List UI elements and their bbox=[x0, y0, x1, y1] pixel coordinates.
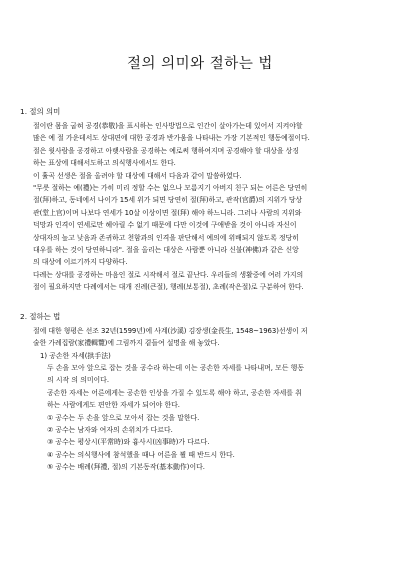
body-line: 이 휼곡 선생은 절을 올려야 할 대상에 대해서 다음과 같이 말씀하였다. bbox=[33, 171, 242, 180]
body-line: 절에 대한 형평은 선조 32년(1599년)에 사계(沙溪) 김장생(金長生, 1548~1963)선생이 저 bbox=[33, 326, 308, 335]
list-item: ① 공수는 두 손을 앞으로 모아서 잡는 것을 말한다. bbox=[47, 413, 200, 422]
section-body bbox=[20, 120, 380, 294]
body-line: 덕망과 인격이 연세로만 헤아릴 수 없기 때문에 다만 이것에 구애받을 것이 아니라 자신이 bbox=[33, 221, 297, 230]
section-heading: 1. 절의 의미 bbox=[20, 107, 61, 116]
body-line: 하는 표상에 대해서도하고 의식행사에서도 한다. bbox=[33, 159, 176, 168]
body-line: "무릇 절하는 예(禮)는 가히 미리 정할 수는 없으나 모름지기 아버지 친구 되는 어른은 당연히 bbox=[33, 184, 308, 193]
body-line: 절이 필요하지만 다례에서는 대개 진례(큰절), 행례(보통절), 초례(작은절)로 구분하여 한다. bbox=[33, 283, 304, 292]
body-line: 관(堂上官)이며 나보다 연세가 10살 이상이면 절(拜) 해야 하느니라. 그러나 사람의 지위와 bbox=[33, 208, 302, 217]
subsection-heading: 1) 공손한 자세(拱手法) bbox=[40, 351, 111, 360]
section-intro bbox=[20, 325, 380, 350]
body-line: 의 시작 의 의미이다. bbox=[47, 376, 110, 385]
body-line: 절이란 몸을 굽혀 공경(恭敬)을 표시하는 인사방법으로 인간이 살아가는데 있어서 지켜야할 bbox=[33, 122, 303, 130]
list-item: ⑤ 공수는 배례(拜禮, 절)의 기본동작(基本動作)이다. bbox=[47, 463, 205, 472]
body-line: 의 대상에 이르기까지 다양하다. bbox=[33, 258, 128, 267]
subsection-body bbox=[20, 362, 380, 412]
section-how-to-bow bbox=[20, 311, 380, 474]
numbered-list bbox=[20, 412, 380, 474]
page-title: 절의 의미와 절하는 법 bbox=[127, 56, 273, 72]
body-line: 하는 사람에게도 편안한 자세가 되어야 한다. bbox=[47, 401, 180, 410]
body-line: 절(拜)하고, 동네에서 나이가 15세 위가 되면 당연히 절(拜)하고, 관작(官爵)의 지위가 당상 bbox=[33, 196, 303, 205]
body-line: 많은 예 절 가운데서도 상대편에 대한 공경과 반가움을 나타내는 가장 기본적인 행동예절이다. bbox=[33, 134, 310, 143]
list-item: ③ 공수는 평상시(平常時)와 흉사시(凶事時)가 다르다. bbox=[47, 438, 210, 447]
body-line: 두 손을 모아 앞으로 잡는 것을 공수라 하는데 이는 공손한 자세를 나타내며, 모든 행동 bbox=[47, 363, 304, 372]
body-line: 상대자의 높고 낮음과 존귀하고 천함과의 인격을 판단해서 예의에 위배되지 않도록 정당히 bbox=[33, 233, 299, 242]
body-line: 절은 윗사람을 공경하고 아랫사람을 공경하는 예로써 행하여지며 공경해야 할 대상을 상징 bbox=[33, 146, 299, 155]
body-line: 술한 가례집람(家禮輯覽)에 그림까지 곁들여 설명을 해 놓았다. bbox=[33, 339, 220, 348]
list-item: ④ 공수는 의식행사에 참석했을 때나 어른을 뵐 때 반드시 한다. bbox=[47, 450, 235, 459]
body-line: 다례는 상대를 공경하는 마음인 절로 시작해서 절로 끝난다. 우리들의 생활중에 여러 가지의 bbox=[33, 270, 304, 279]
body-line: 대우를 하는 것이 당연하니라". 절을 올리는 대상은 사람뿐 아니라 신불(神佛)과 같은 신앙 bbox=[33, 246, 299, 255]
list-item: ② 공수는 남자와 여자의 손위치가 다르다. bbox=[47, 425, 173, 434]
body-line: 공손한 자세는 어른에게는 공손한 인상을 가질 수 있도록 해야 하고, 공손한 자세를 취 bbox=[47, 388, 302, 397]
section-meaning bbox=[20, 106, 380, 294]
section-heading: 2. 절하는 법 bbox=[20, 311, 61, 321]
